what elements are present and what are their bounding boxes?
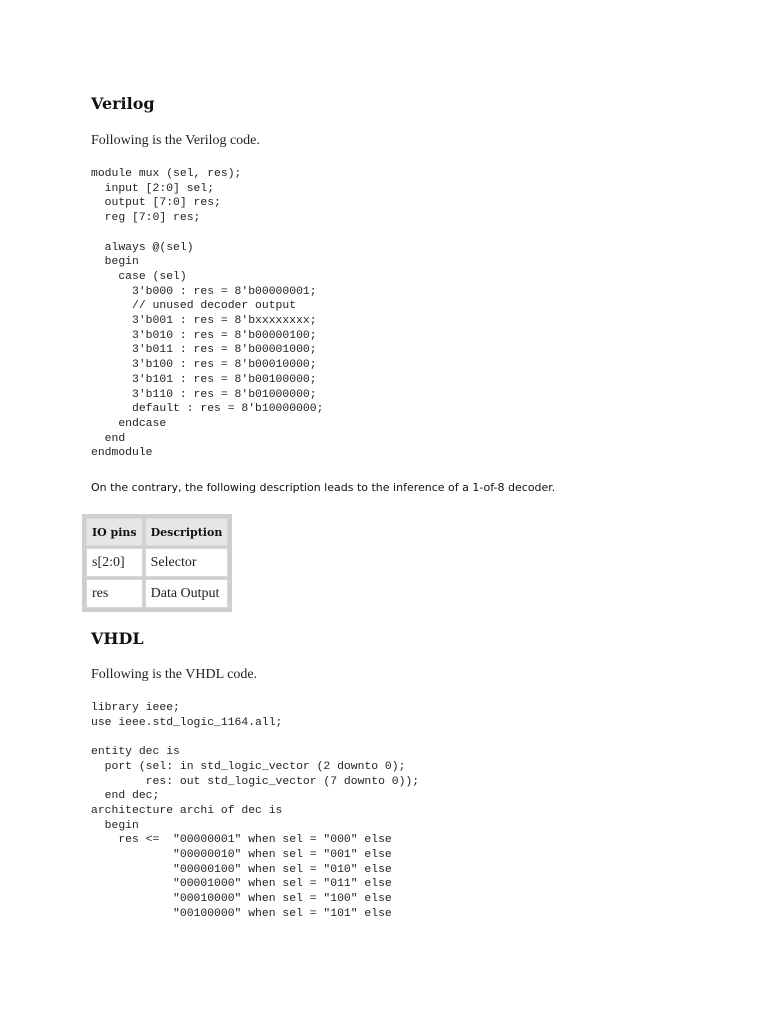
decoder-note: On the contrary, the following description leads to the inference of a 1-of-8 decoder. xyxy=(91,481,556,494)
vhdl-heading: VHDL xyxy=(91,629,144,648)
table-cell: Selector xyxy=(145,548,229,577)
code-line: end dec; xyxy=(91,790,160,803)
code-line: "00100000" when sel = "101" else xyxy=(91,907,392,920)
code-line: use ieee.std_logic_1164.all; xyxy=(91,716,283,729)
verilog-heading: Verilog xyxy=(91,94,155,113)
code-line: "00000100" when sel = "010" else xyxy=(91,863,392,876)
verilog-intro: Following is the Verilog code. xyxy=(91,133,260,148)
code-line: "00001000" when sel = "011" else xyxy=(91,878,392,891)
code-line: 3'b001 : res = 8'bxxxxxxxx; xyxy=(91,315,317,328)
code-line: "00010000" when sel = "100" else xyxy=(91,893,392,906)
code-line: begin xyxy=(91,819,139,832)
code-line: "00000010" when sel = "001" else xyxy=(91,849,392,862)
code-line: res <= "00000001" when sel = "000" else xyxy=(91,834,392,847)
code-line: endmodule xyxy=(91,447,153,460)
code-line: end xyxy=(91,432,126,445)
io-table-header-io-pins: IO pins xyxy=(86,518,143,546)
io-table-header-row xyxy=(86,518,228,546)
code-line: input [2:0] sel; xyxy=(91,182,215,195)
vhdl-intro: Following is the VHDL code. xyxy=(91,667,258,682)
code-line: always @(sel) xyxy=(91,241,194,254)
code-line: reg [7:0] res; xyxy=(91,212,201,225)
table-row xyxy=(86,579,228,608)
vhdl-code-block xyxy=(91,701,419,922)
code-line: port (sel: in std_logic_vector (2 downto 0); xyxy=(91,760,406,773)
code-line: library ieee; xyxy=(91,702,180,714)
table-cell: res xyxy=(86,579,143,608)
code-line: 3'b100 : res = 8'b00010000; xyxy=(91,359,317,372)
code-line: entity dec is xyxy=(91,746,180,759)
code-line: res: out std_logic_vector (7 downto 0)); xyxy=(91,775,420,788)
code-line: 3'b110 : res = 8'b01000000; xyxy=(91,388,317,401)
code-line: output [7:0] res; xyxy=(91,197,221,210)
code-line: endcase xyxy=(91,417,167,430)
code-line: case (sel) xyxy=(91,270,187,283)
code-line: 3'b011 : res = 8'b00001000; xyxy=(91,344,317,357)
code-line: module mux (sel, res); xyxy=(91,168,242,180)
table-cell: Data Output xyxy=(145,579,229,608)
io-table xyxy=(82,514,232,612)
code-line: // unused decoder output xyxy=(91,300,297,313)
verilog-code-block xyxy=(91,167,323,461)
code-line: 3'b000 : res = 8'b00000001; xyxy=(91,285,317,298)
code-line: begin xyxy=(91,256,139,269)
table-cell: s[2:0] xyxy=(86,548,143,577)
code-line: default : res = 8'b10000000; xyxy=(91,403,324,416)
io-table-header-description: Description xyxy=(145,518,229,546)
code-line: architecture archi of dec is xyxy=(91,804,283,817)
code-line: 3'b101 : res = 8'b00100000; xyxy=(91,373,317,386)
code-line: 3'b010 : res = 8'b00000100; xyxy=(91,329,317,342)
table-row xyxy=(86,548,228,577)
